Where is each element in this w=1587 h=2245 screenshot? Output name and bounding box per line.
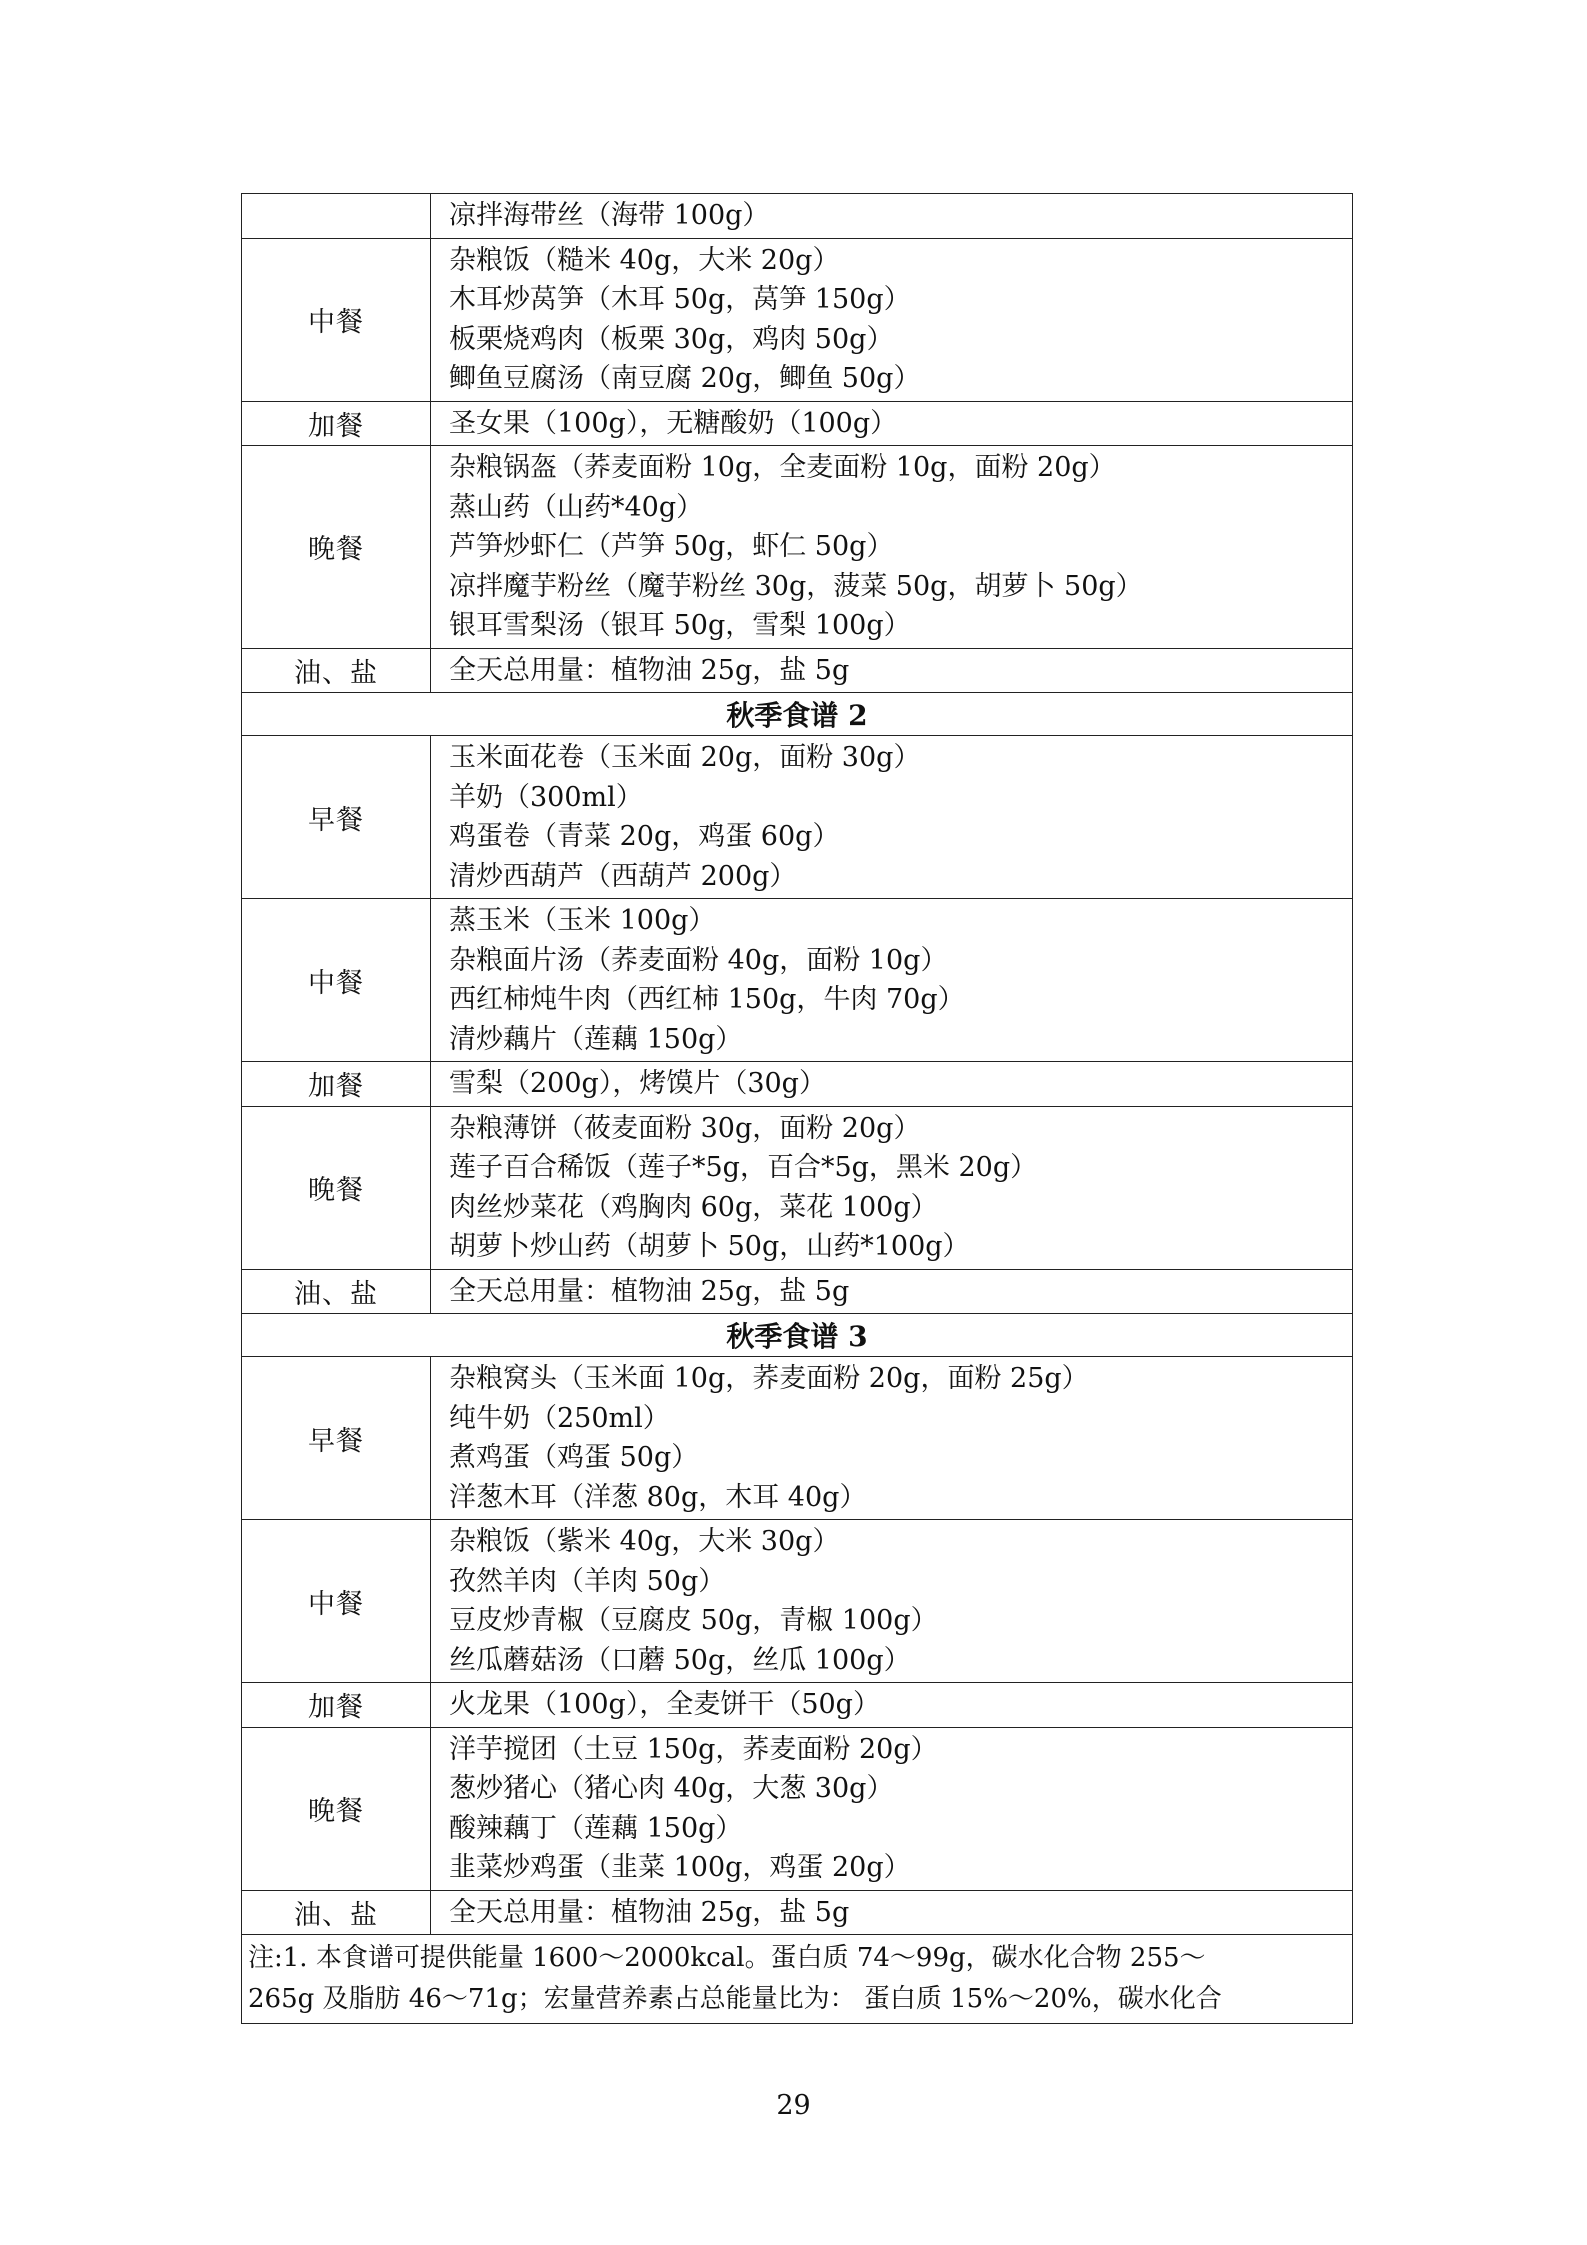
dish-item: 清炒西葫芦（西葫芦 200g）: [449, 860, 797, 892]
dish-list: [431, 1106, 1353, 1269]
dish-item: 芦笋炒虾仁（芦笋 50g，虾仁 50g）: [449, 531, 894, 562]
dish-item: 杂粮饭（紫米 40g，大米 30g）: [449, 1526, 840, 1557]
dish-item: 丝瓜蘑菇汤（口蘑 50g，丝瓜 100g）: [449, 1644, 911, 1676]
dish-list: [431, 401, 1353, 446]
dish-item: 韭菜炒鸡蛋（韭菜 100g，鸡蛋 20g）: [449, 1852, 911, 1883]
dish-item: 肉丝炒菜花（鸡胸肉 60g，菜花 100g）: [449, 1191, 938, 1223]
dish-item: 葱炒猪心（猪心肉 40g，大葱 30g）: [449, 1773, 894, 1804]
dish-item: 清炒藕片（莲藕 150g）: [449, 1023, 743, 1055]
meal-label: 中餐: [242, 238, 431, 401]
meal-label: 晚餐: [242, 1106, 431, 1269]
dish-list: [431, 648, 1353, 693]
dish-item: 玉米面花卷（玉米面 20g，面粉 30g）: [449, 742, 921, 773]
recipe-table: [241, 193, 1353, 2024]
dish-item: 纯牛奶（250ml）: [449, 1402, 670, 1434]
dish-item: 蒸山药（山药*40g）: [449, 491, 704, 523]
dish-item: 羊奶（300ml）: [449, 781, 643, 813]
section-title: 秋季食谱 3: [242, 1314, 1353, 1357]
meal-label: 中餐: [242, 899, 431, 1062]
dish-item: 豆皮炒青椒（豆腐皮 50g，青椒 100g）: [449, 1605, 938, 1636]
section-header-row: [242, 1314, 1353, 1357]
meal-label: 晚餐: [242, 446, 431, 649]
meal-row: [242, 1890, 1353, 1935]
dish-item: 全天总用量：植物油 25g，盐 5g: [449, 1896, 850, 1928]
dish-item: 杂粮饭（糙米 40g，大米 20g）: [449, 244, 840, 276]
dish-item: 莲子百合稀饭（莲子*5g，百合*5g，黑米 20g）: [449, 1152, 1038, 1183]
recipe-document: [241, 193, 1353, 2024]
meal-row: [242, 194, 1353, 239]
dish-list: [431, 899, 1353, 1062]
meal-row: [242, 1727, 1353, 1890]
meal-row: [242, 1357, 1353, 1520]
dish-item: 煮鸡蛋（鸡蛋 50g）: [449, 1442, 699, 1473]
dish-item: 杂粮薄饼（莜麦面粉 30g，面粉 20g）: [449, 1112, 921, 1144]
dish-list: [431, 1890, 1353, 1935]
dish-item: 火龙果（100g），全麦饼干（50g）: [449, 1689, 880, 1720]
meal-label: 油、盐: [242, 1890, 431, 1935]
meal-row: [242, 736, 1353, 899]
page-number: 29: [776, 2090, 811, 2121]
meal-row: [242, 1683, 1353, 1728]
dish-item: 全天总用量：植物油 25g，盐 5g: [449, 654, 850, 686]
meal-label: [242, 194, 431, 239]
meal-label: 加餐: [242, 1062, 431, 1107]
note-row: [242, 1935, 1353, 2024]
dish-item: 洋葱木耳（洋葱 80g，木耳 40g）: [449, 1481, 867, 1513]
dish-item: 杂粮窝头（玉米面 10g，荞麦面粉 20g，面粉 25g）: [449, 1363, 1089, 1394]
dish-list: [431, 1357, 1353, 1520]
dish-list: [431, 736, 1353, 899]
dish-item: 鸡蛋卷（青菜 20g，鸡蛋 60g）: [449, 821, 840, 852]
meal-label: 油、盐: [242, 1269, 431, 1314]
dish-item: 银耳雪梨汤（银耳 50g，雪梨 100g）: [449, 610, 911, 641]
dish-list: [431, 238, 1353, 401]
dish-list: [431, 446, 1353, 649]
dish-item: 凉拌魔芋粉丝（魔芋粉丝 30g，菠菜 50g，胡萝卜 50g）: [449, 570, 1143, 602]
meal-label: 油、盐: [242, 648, 431, 693]
dish-list: [431, 1683, 1353, 1728]
meal-row: [242, 238, 1353, 401]
meal-row: [242, 899, 1353, 1062]
dish-item: 胡萝卜炒山药（胡萝卜 50g，山药*100g）: [449, 1231, 970, 1262]
meal-label: 中餐: [242, 1520, 431, 1683]
dish-item: 全天总用量：植物油 25g，盐 5g: [449, 1275, 850, 1307]
dish-item: 孜然羊肉（羊肉 50g）: [449, 1565, 726, 1597]
dish-list: [431, 1727, 1353, 1890]
meal-label: 早餐: [242, 736, 431, 899]
dish-list: [431, 1062, 1353, 1107]
meal-label: 加餐: [242, 1683, 431, 1728]
section-title: 秋季食谱 2: [242, 693, 1353, 736]
dish-item: 木耳炒莴笋（木耳 50g，莴笋 150g）: [449, 284, 911, 315]
meal-label: 晚餐: [242, 1727, 431, 1890]
dish-list: [431, 1269, 1353, 1314]
dish-item: 圣女果（100g），无糖酸奶（100g）: [449, 407, 898, 439]
dish-item: 鲫鱼豆腐汤（南豆腐 20g，鲫鱼 50g）: [449, 363, 921, 394]
meal-row: [242, 1106, 1353, 1269]
note-line: 265g 及脂肪 46～71g；宏量营养素占总能量比为： 蛋白质 15%～20%，碳水化合: [248, 1984, 1222, 2014]
note-line: 注:1. 本食谱可提供能量 1600～2000kcal。蛋白质 74～99g，碳水化合物 255～: [248, 1943, 1206, 1973]
meal-row: [242, 1520, 1353, 1683]
dish-list: [431, 1520, 1353, 1683]
meal-label: 加餐: [242, 401, 431, 446]
dish-list: [431, 194, 1353, 239]
meal-row: [242, 1269, 1353, 1314]
note: [242, 1935, 1353, 2024]
dish-item: 凉拌海带丝（海带 100g）: [449, 200, 770, 231]
meal-row: [242, 446, 1353, 649]
dish-item: 杂粮锅盔（荞麦面粉 10g，全麦面粉 10g，面粉 20g）: [449, 452, 1116, 483]
dish-item: 蒸玉米（玉米 100g）: [449, 905, 716, 936]
meal-row: [242, 1062, 1353, 1107]
dish-item: 杂粮面片汤（荞麦面粉 40g，面粉 10g）: [449, 944, 948, 976]
dish-item: 洋芋搅团（土豆 150g，荞麦面粉 20g）: [449, 1733, 938, 1765]
dish-item: 西红柿炖牛肉（西红柿 150g，牛肉 70g）: [449, 984, 965, 1015]
meal-row: [242, 648, 1353, 693]
meal-row: [242, 401, 1353, 446]
section-header-row: [242, 693, 1353, 736]
dish-item: 雪梨（200g），烤馍片（30g）: [449, 1068, 826, 1099]
dish-item: 板栗烧鸡肉（板栗 30g，鸡肉 50g）: [449, 323, 894, 355]
meal-label: 早餐: [242, 1357, 431, 1520]
dish-item: 酸辣藕丁（莲藕 150g）: [449, 1812, 743, 1844]
